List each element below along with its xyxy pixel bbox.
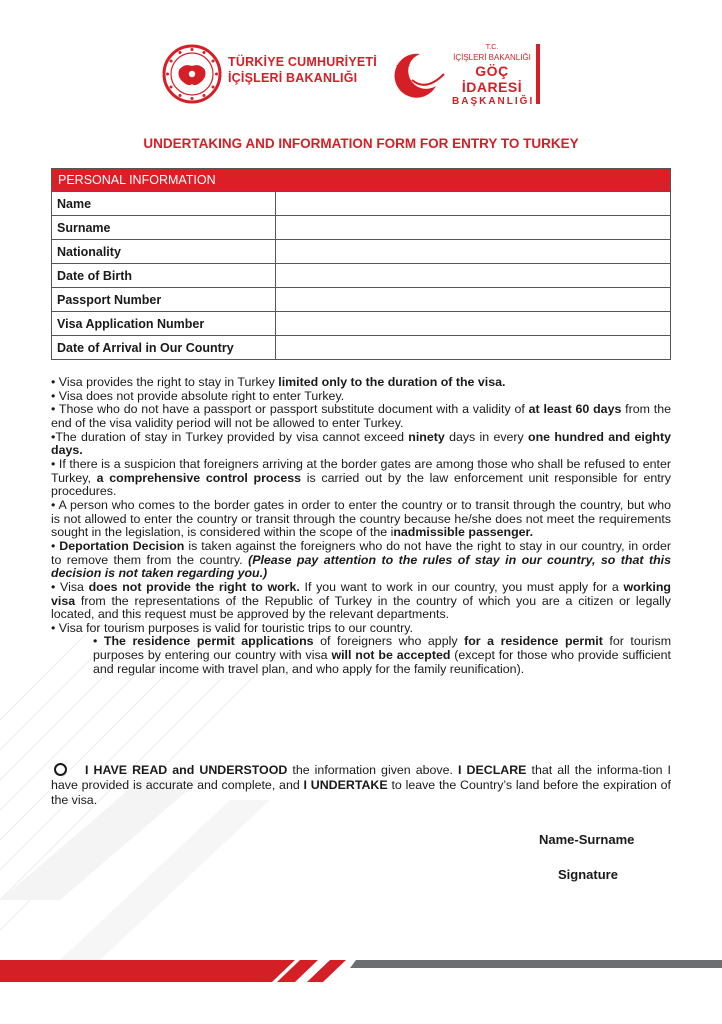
field-row-visa-application-number	[52, 312, 671, 336]
date-of-arrival-field[interactable]	[276, 336, 671, 360]
text-span: •The duration of stay in Turkey provided by visa cannot exceed	[51, 429, 409, 444]
migration-name	[452, 43, 535, 108]
passport-number-field[interactable]	[276, 288, 671, 312]
field-label: Passport Number	[52, 288, 276, 312]
info-paragraph	[51, 390, 671, 404]
personal-info-heading: PERSONAL INFORMATION	[52, 169, 671, 192]
text-bold: at least 60 days	[528, 402, 622, 417]
text-span: •	[93, 634, 104, 649]
field-row-date-of-arrival	[52, 336, 671, 360]
date-of-birth-field[interactable]	[276, 264, 671, 288]
text-span: from the representations of the Republic of Turkey in the country of which you are a citizen or legally located, and this request must be approved by the relevant departments.	[51, 593, 671, 622]
text-bold: I HAVE READ and UNDERSTOOD	[85, 763, 288, 777]
visa-application-number-field[interactable]	[276, 312, 671, 336]
ministry-line2: İÇİŞLERİ BAKANLIĞI	[228, 71, 358, 85]
surname-field[interactable]	[276, 216, 671, 240]
text-span: • A person who comes to the border gates in order to enter the country or to transit through the country, but who is not allowed to enter the country or transit through the country because he/she does not meet the requirements sought in the legislation, is considered within the scope of the i	[51, 497, 671, 540]
info-paragraph	[51, 458, 671, 499]
footer-red-bar	[0, 960, 295, 982]
text-bold: nadmissible passenger.	[393, 525, 534, 540]
text-bold: I UNDERTAKE	[303, 778, 388, 792]
declaration	[51, 763, 671, 808]
form-title: UNDERTAKING AND INFORMATION FORM FOR ENTRY TO TURKEY	[143, 136, 579, 151]
footer-stripes	[0, 952, 722, 1024]
field-label: Name	[52, 192, 276, 216]
text-span: from the end of the visa validity period will not be allowed to enter Turkey.	[51, 402, 671, 430]
field-row-nationality	[52, 240, 671, 264]
text-span: is carried out by the law enforcement unit responsible for entry procedures.	[51, 470, 671, 499]
text-bold: one hundred and eighty days.	[51, 429, 671, 458]
text-span: for tourism purposes by entering our country with visa	[93, 634, 672, 663]
ministry-line1: TÜRKİYE CUMHURİYETİ	[228, 55, 377, 69]
name-surname-label: Name-Surname	[539, 832, 635, 847]
info-paragraph-indented	[51, 635, 671, 676]
migration-line2: GÖÇ İDARESİ	[461, 63, 523, 95]
info-paragraph	[51, 403, 671, 430]
text-span: • Visa	[51, 579, 89, 594]
ministry-seal-logo	[162, 44, 222, 104]
text-span: that all the informa-tion I have provided is accurate and complete, and	[51, 763, 671, 792]
text-span: •	[51, 538, 60, 553]
logo-divider	[536, 44, 540, 104]
text-bold: The residence permit applications	[103, 634, 314, 649]
migration-tc: T.C.	[485, 44, 499, 51]
personal-info-table	[51, 168, 671, 360]
text-bold: ninety	[408, 429, 445, 444]
text-bold: working visa	[51, 579, 671, 608]
text-bold: Deportation Decision	[59, 538, 185, 553]
info-paragraph	[51, 581, 671, 622]
nationality-field[interactable]	[276, 240, 671, 264]
text-span: is taken against the foreigners who do not have the right to stay in our country, in order to remove them from the country.	[51, 538, 672, 567]
field-row-date-of-birth	[52, 264, 671, 288]
text-bold: will not be accepted	[331, 648, 451, 663]
text-span: If you want to work in our country, you must apply for a	[299, 579, 624, 594]
text-span: days in every	[444, 429, 529, 444]
field-label: Visa Application Number	[52, 312, 276, 336]
field-label: Nationality	[52, 240, 276, 264]
name-field[interactable]	[276, 192, 671, 216]
information-text	[51, 376, 671, 676]
info-paragraph	[51, 540, 671, 581]
text-span: • Visa does not provide absolute right to enter Turkey.	[51, 388, 345, 403]
info-paragraph	[51, 431, 671, 458]
signature-label: Signature	[558, 867, 618, 882]
text-span: • Visa for tourism purposes is valid for touristic trips to our country.	[51, 620, 413, 635]
header	[0, 40, 722, 110]
field-label: Surname	[52, 216, 276, 240]
migration-line1: İÇİŞLERİ BAKANLIĞI	[453, 53, 531, 62]
text-bold: I DECLARE	[458, 763, 527, 777]
migration-line3: BAŞKANLIĞI	[452, 96, 535, 107]
field-row-name	[52, 192, 671, 216]
text-bold-italic: (Please pay attention to the rules of stay in our country, so that this decision is not taken regarding you.)	[51, 552, 671, 581]
field-row-passport-number	[52, 288, 671, 312]
text-span: of foreigners who apply	[313, 634, 465, 649]
migration-crescent-logo	[390, 46, 450, 102]
text-bold: limited only to the duration of the visa.	[278, 375, 506, 389]
text-span: • If there is a suspicion that foreigners arriving at the border gates are among those who shall be refused to enter Turkey,	[51, 456, 671, 485]
ministry-name	[228, 54, 377, 86]
text-bold: a comprehensive control process	[96, 470, 302, 485]
info-paragraph	[51, 499, 671, 540]
text-bold: for a residence permit	[464, 634, 603, 649]
text-bold: does not provide the right to work.	[88, 579, 300, 594]
text-span: • Those who do not have a passport or passport substitute document with a validity of	[51, 402, 529, 417]
field-label: Date of Birth	[52, 264, 276, 288]
info-paragraph	[51, 622, 671, 636]
text-span: • Visa provides the right to stay in Turkey	[51, 375, 279, 389]
field-label: Date of Arrival in Our Country	[52, 336, 276, 360]
info-paragraph	[51, 376, 671, 390]
declaration-radio[interactable]	[54, 763, 67, 776]
text-span: to leave the Country’s land before the expiration of the visa.	[51, 778, 671, 807]
field-row-surname	[52, 216, 671, 240]
footer-gray-bar	[350, 960, 722, 968]
text-span: (except for those who provide sufficient and regular income with travel plan, and who apply for the family reunification).	[93, 648, 671, 676]
text-span: the information given above.	[287, 763, 459, 777]
